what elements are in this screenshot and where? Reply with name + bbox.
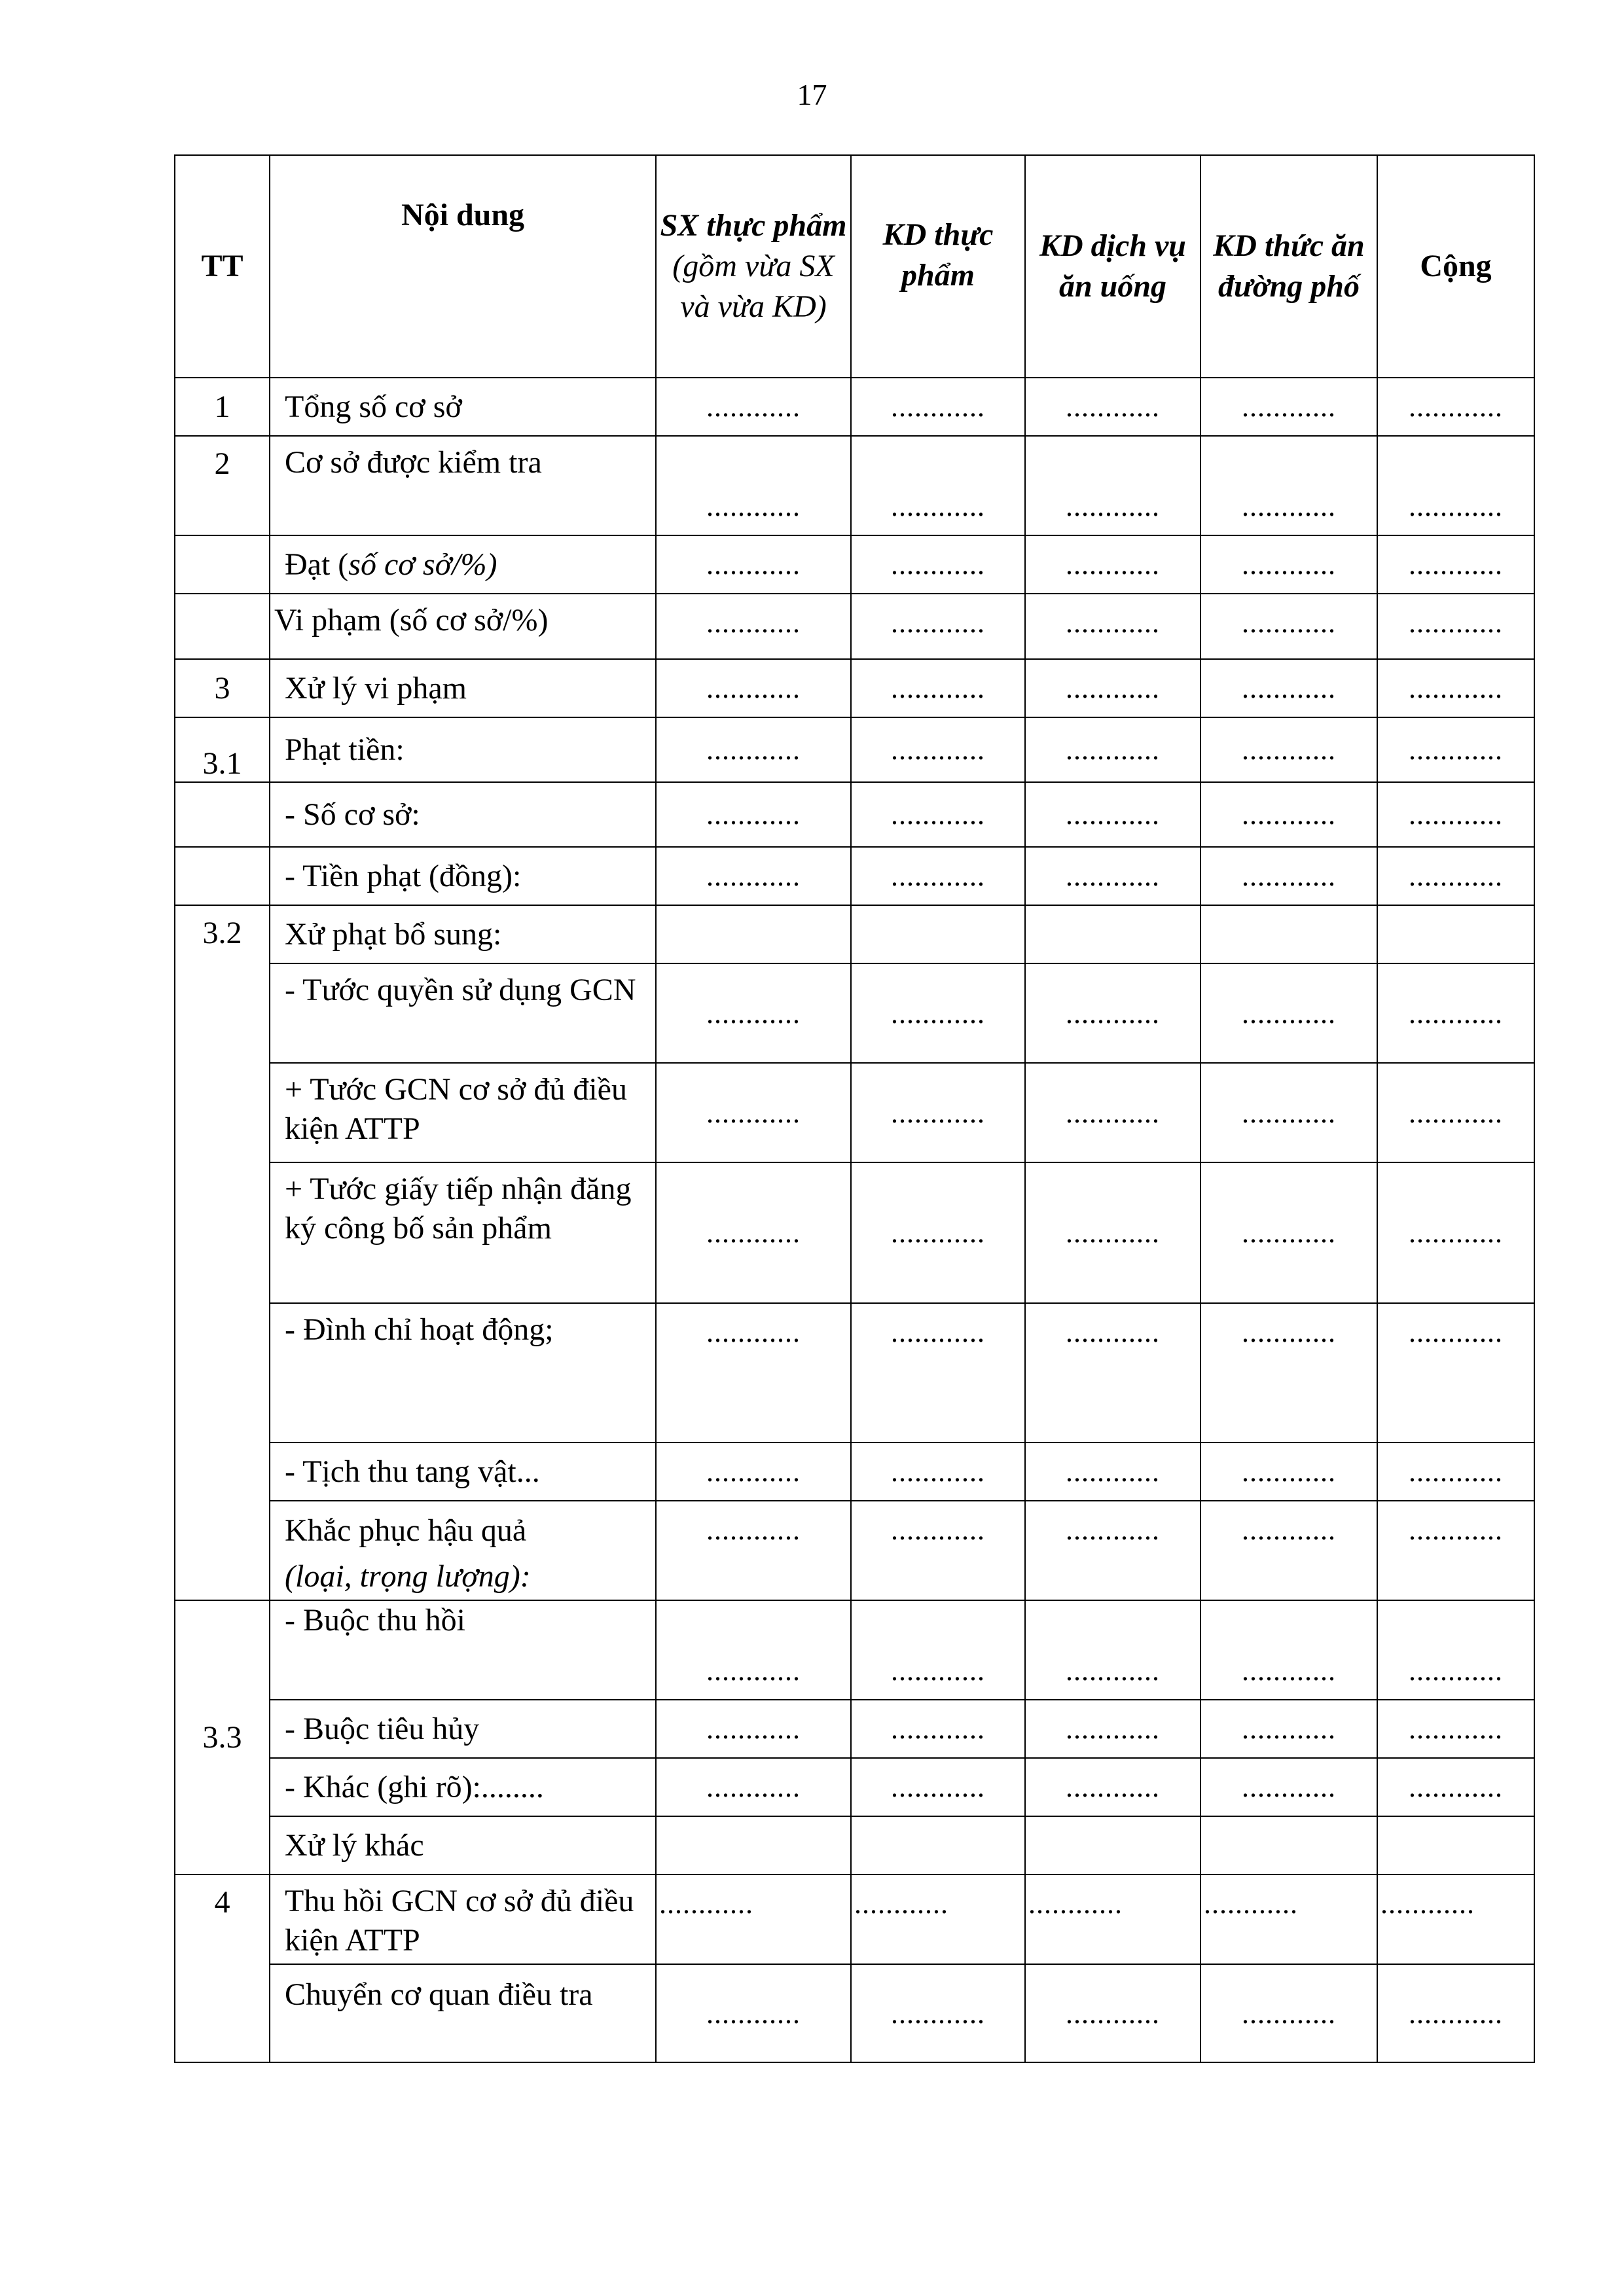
cell-kd-dichvu: ............	[1025, 378, 1200, 436]
row-label: + Tước GCN cơ sở đủ điều kiện ATTP	[270, 1063, 656, 1162]
cell-kd-dichvu: ............	[1025, 535, 1200, 594]
cell-kd-thucpham: ............	[851, 1501, 1025, 1600]
cell-kd-thucpham: ............	[851, 436, 1025, 535]
row-number-empty	[175, 847, 270, 905]
cell-kd-duongpho: ............	[1200, 594, 1377, 659]
row-number: 3.3	[175, 1600, 270, 1874]
cell-cong: ............	[1377, 535, 1534, 594]
cell-kd-thucpham: ............	[851, 1443, 1025, 1501]
row-label: - Khác (ghi rõ):........	[270, 1758, 656, 1816]
cell-sx: ............	[656, 1501, 851, 1600]
cell-kd-dichvu: ............	[1025, 1162, 1200, 1303]
cell-kd-thucpham: ............	[851, 1874, 1025, 1964]
cell-cong	[1377, 905, 1534, 963]
cell-cong: ............	[1377, 1303, 1534, 1443]
cell-cong	[1377, 1816, 1534, 1874]
cell-kd-thucpham: ............	[851, 847, 1025, 905]
header-sx-bold: SX thực phẩm	[660, 208, 847, 243]
row-number: 1	[175, 378, 270, 436]
cell-cong: ............	[1377, 1874, 1534, 1964]
cell-sx: ............	[656, 594, 851, 659]
cell-kd-dichvu: ............	[1025, 1964, 1200, 2062]
table-row	[175, 847, 1534, 905]
table-row	[175, 1303, 1534, 1443]
cell-sx: ............	[656, 1600, 851, 1700]
cell-sx: ............	[656, 717, 851, 782]
table-row	[175, 535, 1534, 594]
cell-sx: ............	[656, 963, 851, 1063]
cell-kd-thucpham: ............	[851, 378, 1025, 436]
table-row	[175, 436, 1534, 535]
cell-kd-dichvu: ............	[1025, 436, 1200, 535]
header-sx-thucpham	[656, 155, 851, 378]
table-row	[175, 1600, 1534, 1700]
table-row	[175, 659, 1534, 717]
cell-sx: ............	[656, 1443, 851, 1501]
cell-kd-dichvu: ............	[1025, 1443, 1200, 1501]
cell-kd-duongpho	[1200, 905, 1377, 963]
row-label: - Tước quyền sử dụng GCN	[270, 963, 656, 1063]
cell-cong: ............	[1377, 1964, 1534, 2062]
cell-kd-thucpham: ............	[851, 717, 1025, 782]
cell-kd-thucpham: ............	[851, 1162, 1025, 1303]
cell-kd-dichvu	[1025, 905, 1200, 963]
cell-kd-duongpho: ............	[1200, 535, 1377, 594]
table-row	[175, 1758, 1534, 1816]
cell-kd-dichvu: ............	[1025, 1600, 1200, 1700]
cell-cong: ............	[1377, 717, 1534, 782]
cell-kd-dichvu: ............	[1025, 847, 1200, 905]
cell-sx: ............	[656, 1063, 851, 1162]
cell-kd-duongpho: ............	[1200, 378, 1377, 436]
header-sx-note: (gồm vừa SX và vừa KD)	[672, 249, 835, 324]
cell-kd-thucpham: ............	[851, 963, 1025, 1063]
cell-kd-duongpho: ............	[1200, 782, 1377, 847]
cell-kd-duongpho: ............	[1200, 1600, 1377, 1700]
table-row	[175, 1501, 1534, 1600]
cell-kd-duongpho: ............	[1200, 1700, 1377, 1758]
cell-sx: ............	[656, 847, 851, 905]
cell-kd-thucpham: ............	[851, 1964, 1025, 2062]
table-row	[175, 1700, 1534, 1758]
row-label: + Tước giấy tiếp nhận đăng ký công bố sản phẩm	[270, 1162, 656, 1303]
cell-kd-thucpham: ............	[851, 1303, 1025, 1443]
cell-kd-thucpham: ............	[851, 1600, 1025, 1700]
row-label: - Tiền phạt (đồng):	[270, 847, 656, 905]
cell-sx: ............	[656, 1700, 851, 1758]
row-number: 2	[175, 436, 270, 535]
row-number-empty	[175, 782, 270, 847]
header-kd-duongpho: KD thức ăn đường phố	[1200, 155, 1377, 378]
row-label: Tổng số cơ sở	[270, 378, 656, 436]
cell-kd-duongpho: ............	[1200, 1443, 1377, 1501]
cell-kd-duongpho: ............	[1200, 963, 1377, 1063]
cell-kd-dichvu: ............	[1025, 1700, 1200, 1758]
row-label: Đạt (số cơ sở/%)	[270, 535, 656, 594]
report-table	[174, 154, 1535, 2063]
table-row	[175, 378, 1534, 436]
row-label: Phạt tiền:	[270, 717, 656, 782]
row-label: Xử lý khác	[270, 1816, 656, 1874]
cell-kd-duongpho: ............	[1200, 847, 1377, 905]
row-number: 3.1	[175, 717, 270, 782]
table-row	[175, 1063, 1534, 1162]
cell-sx: ............	[656, 436, 851, 535]
row-label: Khắc phục hậu quả (loại, trọng lượng):	[270, 1501, 656, 1600]
cell-sx: ............	[656, 1964, 851, 2062]
cell-kd-thucpham: ............	[851, 1700, 1025, 1758]
cell-kd-duongpho: ............	[1200, 717, 1377, 782]
cell-cong: ............	[1377, 1600, 1534, 1700]
cell-kd-thucpham: ............	[851, 1063, 1025, 1162]
cell-kd-dichvu: ............	[1025, 1874, 1200, 1964]
row-label: - Tịch thu tang vật...	[270, 1443, 656, 1501]
header-kd-thucpham: KD thực phẩm	[851, 155, 1025, 378]
header-cong: Cộng	[1377, 155, 1534, 378]
cell-kd-duongpho: ............	[1200, 659, 1377, 717]
cell-kd-dichvu: ............	[1025, 782, 1200, 847]
row-label: Chuyển cơ quan điều tra	[270, 1964, 656, 2062]
header-kd-dichvu: KD dịch vụ ăn uống	[1025, 155, 1200, 378]
table-row	[175, 594, 1534, 659]
row-label: - Số cơ sở:	[270, 782, 656, 847]
cell-cong: ............	[1377, 1758, 1534, 1816]
cell-kd-duongpho	[1200, 1816, 1377, 1874]
cell-kd-duongpho: ............	[1200, 1964, 1377, 2062]
cell-cong: ............	[1377, 782, 1534, 847]
cell-kd-dichvu: ............	[1025, 1501, 1200, 1600]
row-number: 3	[175, 659, 270, 717]
table-row	[175, 782, 1534, 847]
cell-kd-dichvu: ............	[1025, 594, 1200, 659]
cell-cong: ............	[1377, 847, 1534, 905]
cell-cong: ............	[1377, 1063, 1534, 1162]
cell-kd-dichvu: ............	[1025, 1063, 1200, 1162]
cell-cong: ............	[1377, 378, 1534, 436]
row-label: - Buộc thu hồi	[270, 1600, 656, 1700]
cell-cong: ............	[1377, 1443, 1534, 1501]
table-row	[175, 905, 1534, 963]
cell-cong: ............	[1377, 1700, 1534, 1758]
cell-sx: ............	[656, 1162, 851, 1303]
cell-kd-dichvu: ............	[1025, 1758, 1200, 1816]
cell-kd-duongpho: ............	[1200, 1303, 1377, 1443]
cell-sx: ............	[656, 535, 851, 594]
page-number: 17	[797, 78, 827, 111]
cell-kd-duongpho: ............	[1200, 1501, 1377, 1600]
table-row	[175, 963, 1534, 1063]
row-label: Thu hồi GCN cơ sở đủ điều kiện ATTP	[270, 1874, 656, 1964]
cell-cong: ............	[1377, 1162, 1534, 1303]
cell-kd-duongpho: ............	[1200, 436, 1377, 535]
cell-sx: ............	[656, 1303, 851, 1443]
cell-kd-dichvu: ............	[1025, 659, 1200, 717]
cell-kd-thucpham	[851, 1816, 1025, 1874]
cell-cong: ............	[1377, 963, 1534, 1063]
row-label: Xử phạt bổ sung:	[270, 905, 656, 963]
cell-kd-thucpham: ............	[851, 535, 1025, 594]
cell-sx: ............	[656, 378, 851, 436]
table-row	[175, 1443, 1534, 1501]
cell-sx	[656, 905, 851, 963]
cell-kd-thucpham: ............	[851, 659, 1025, 717]
cell-kd-duongpho: ............	[1200, 1063, 1377, 1162]
cell-kd-duongpho: ............	[1200, 1162, 1377, 1303]
row-label: - Đình chỉ hoạt động;	[270, 1303, 656, 1443]
table-row	[175, 1162, 1534, 1303]
row-number: 4	[175, 1874, 270, 2062]
cell-sx: ............	[656, 1874, 851, 1964]
cell-cong: ............	[1377, 436, 1534, 535]
cell-sx	[656, 1816, 851, 1874]
cell-cong: ............	[1377, 1501, 1534, 1600]
row-label: Xử lý vi phạm	[270, 659, 656, 717]
row-number-empty	[175, 535, 270, 594]
cell-kd-thucpham: ............	[851, 782, 1025, 847]
row-number: 3.2	[175, 905, 270, 1600]
cell-sx: ............	[656, 782, 851, 847]
table-row	[175, 1964, 1534, 2062]
cell-kd-dichvu: ............	[1025, 963, 1200, 1063]
cell-kd-thucpham: ............	[851, 594, 1025, 659]
table-row	[175, 1816, 1534, 1874]
cell-kd-dichvu: ............	[1025, 717, 1200, 782]
header-noidung: Nội dung	[270, 155, 656, 378]
table-row	[175, 717, 1534, 782]
header-tt: TT	[175, 155, 270, 378]
header-row	[175, 155, 1534, 378]
cell-kd-thucpham: ............	[851, 1758, 1025, 1816]
row-label: Vi phạm (số cơ sở/%)	[270, 594, 656, 659]
cell-cong: ............	[1377, 659, 1534, 717]
row-label: - Buộc tiêu hủy	[270, 1700, 656, 1758]
cell-kd-dichvu	[1025, 1816, 1200, 1874]
cell-sx: ............	[656, 1758, 851, 1816]
row-label: Cơ sở được kiểm tra	[270, 436, 656, 535]
cell-kd-duongpho: ............	[1200, 1758, 1377, 1816]
row-number-empty	[175, 594, 270, 659]
cell-cong: ............	[1377, 594, 1534, 659]
cell-kd-thucpham	[851, 905, 1025, 963]
cell-sx: ............	[656, 659, 851, 717]
cell-kd-dichvu: ............	[1025, 1303, 1200, 1443]
table-row	[175, 1874, 1534, 1964]
cell-kd-duongpho: ............	[1200, 1874, 1377, 1964]
